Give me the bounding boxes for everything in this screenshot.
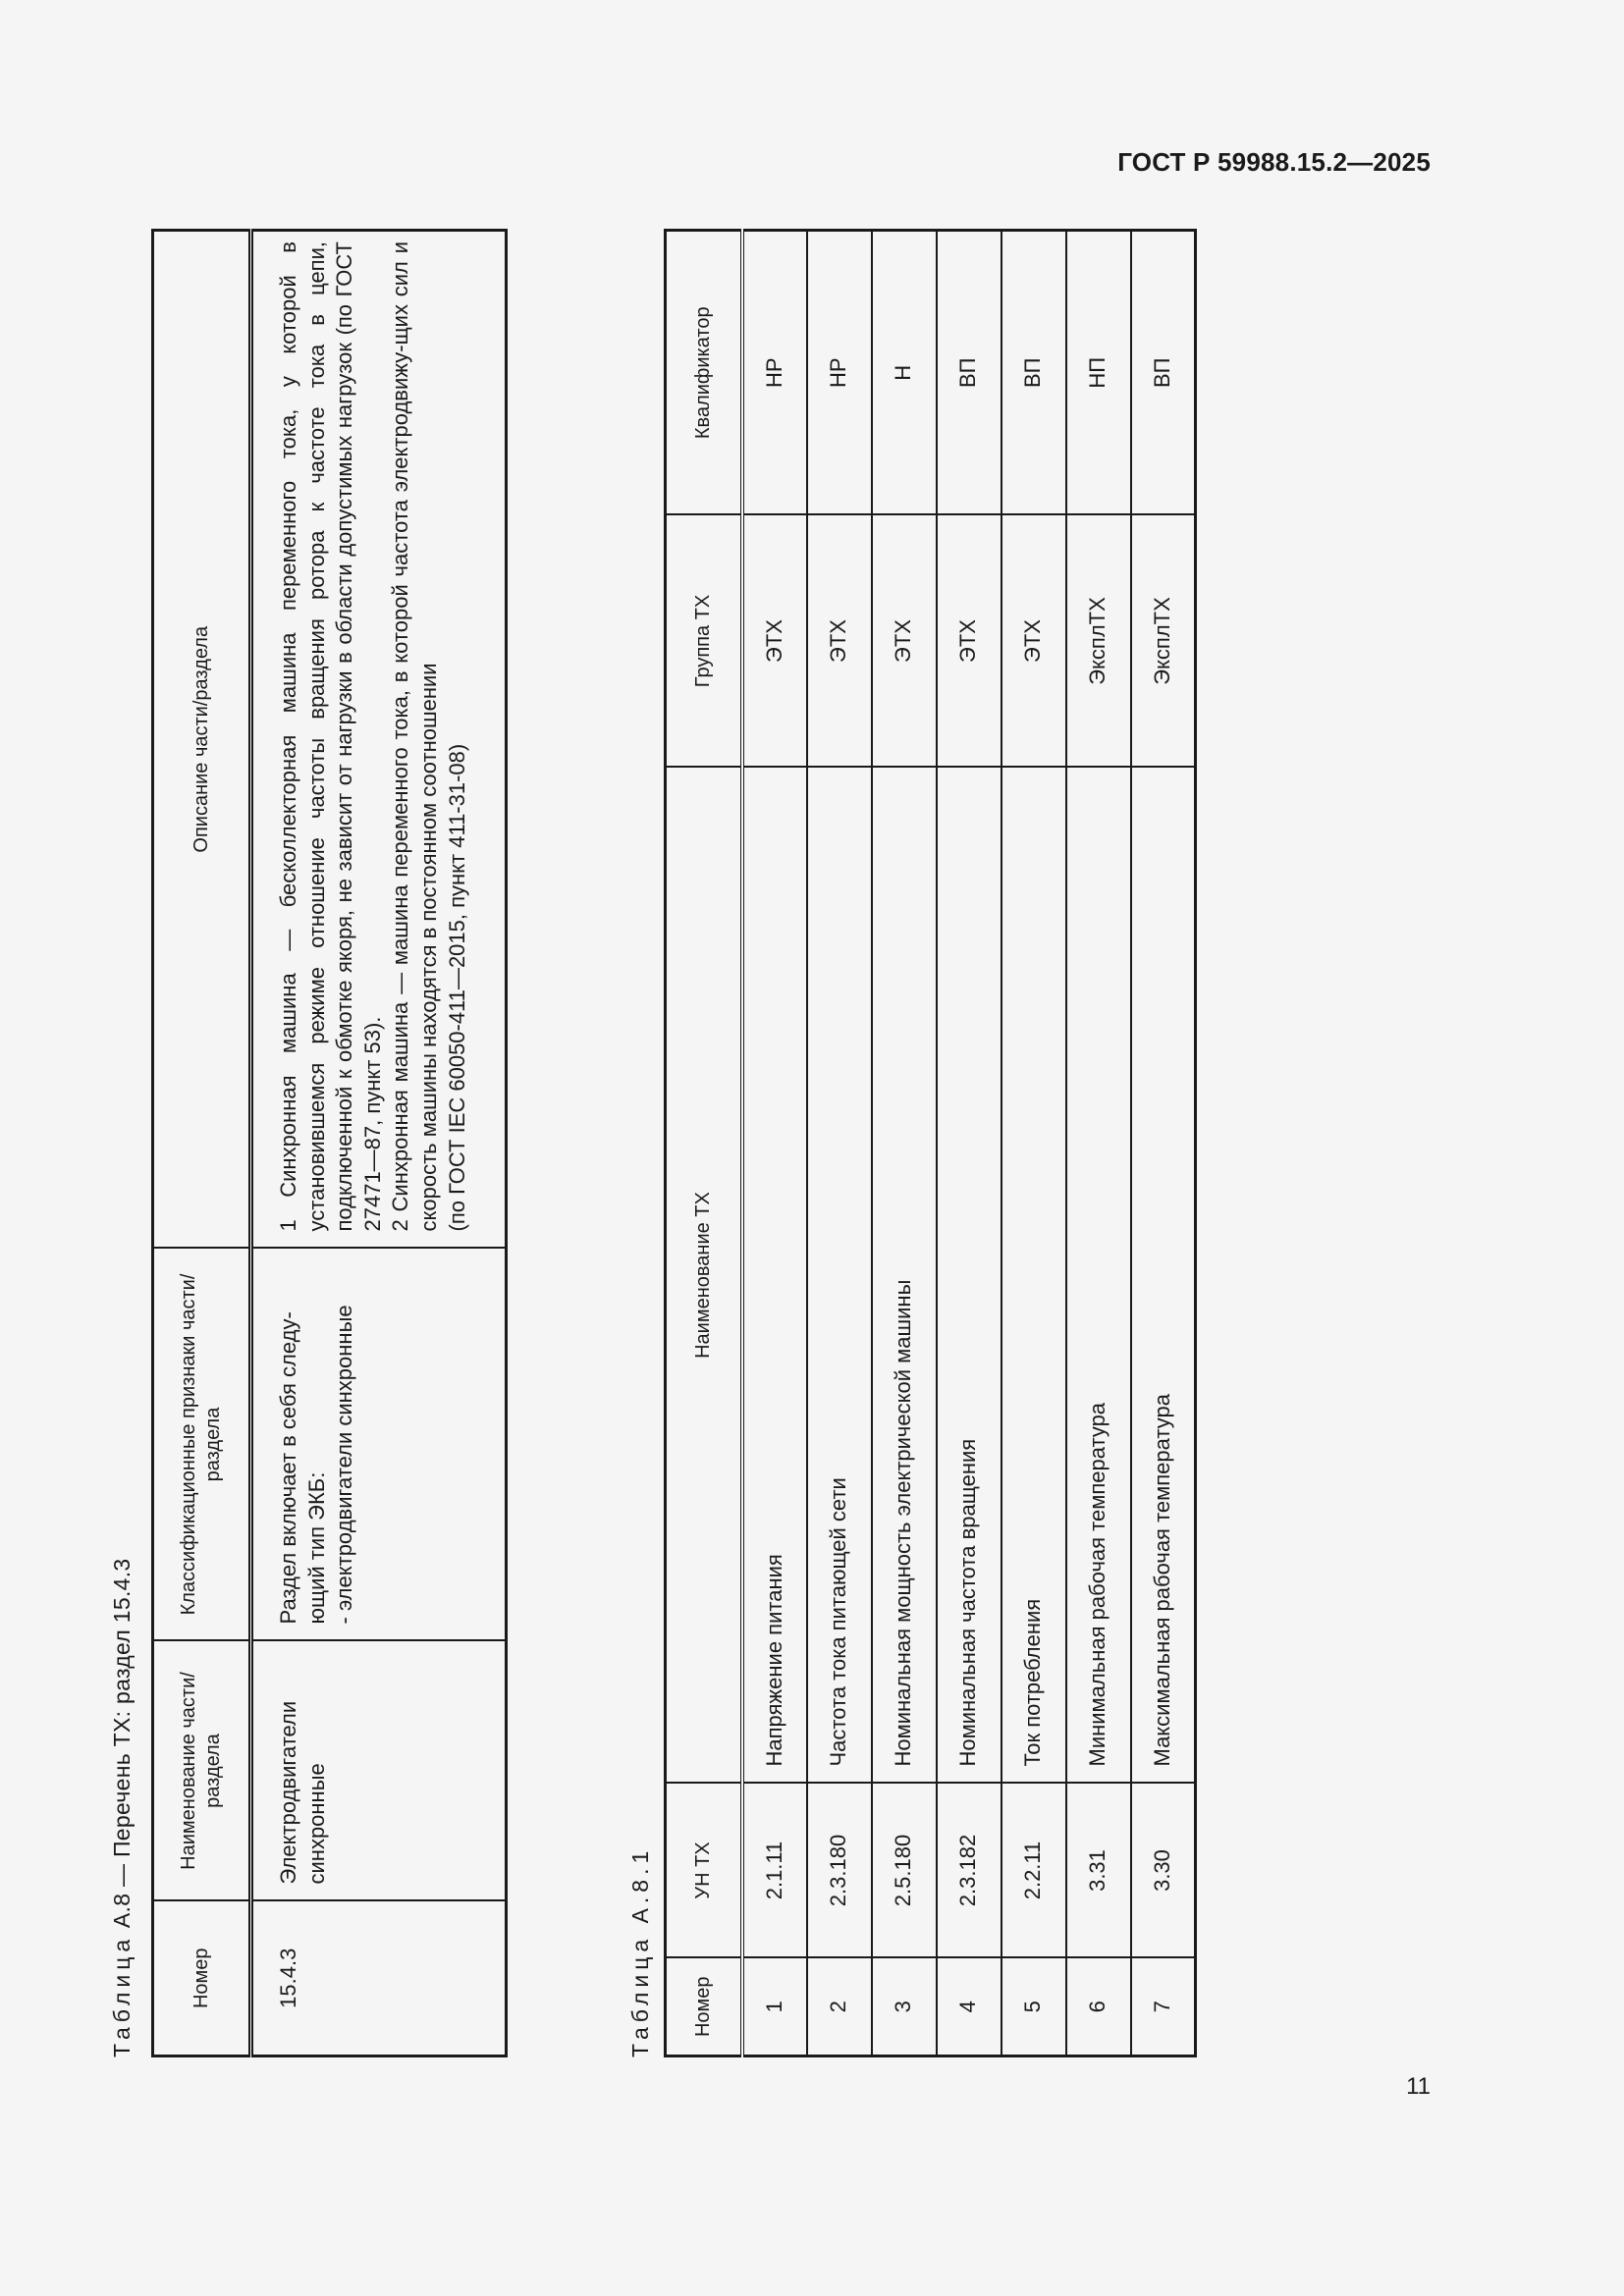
table-a8-caption-text: А.8 — Перечень ТХ: раздел 15.4.3 (109, 1558, 135, 1935)
cell-qualifier: ВП (1131, 231, 1196, 515)
table-a81-header-qualifier: Квалификатор (666, 231, 742, 515)
table-row (937, 231, 1001, 2056)
table-a8-caption-prefix: Таблица (109, 1934, 135, 2057)
table-a81-header-number: Номер (666, 1958, 742, 2056)
table-a8-cell-description (251, 231, 507, 1249)
table-row (1066, 231, 1131, 2056)
classification-line: Раздел включает в себя следу-ющий тип ЭКБ: (276, 1311, 329, 1625)
table-a81-header-row (666, 231, 742, 2056)
table-a8-cell-number: 15.4.3 (251, 1901, 507, 2056)
cell-number: 4 (937, 1958, 1001, 2056)
cell-number: 1 (742, 1958, 807, 2056)
table-row (872, 231, 937, 2056)
cell-name: Частота тока питающей сети (807, 768, 872, 1784)
cell-qualifier: НП (1066, 231, 1131, 515)
description-paragraph: 1 Синхронная машина — бесколлекторная машина переменного тока, у которой в установившемся режиме отношение частоты вращения ротора к частоте тока в цепи, подключенной к обмотке якоря, не зависит от нагрузки в области допустимых нагрузок (по ГОСТ 27471—87, пункт 53). (276, 241, 385, 1232)
page-number: 11 (1406, 2073, 1431, 2100)
cell-qualifier: Н (872, 231, 937, 515)
table-a8 (151, 229, 508, 2057)
table-a8-header-row (153, 231, 251, 2056)
description-paragraph: (по ГОСТ IEC 60050-411—2015, пункт 411-31-08) (444, 743, 469, 1232)
cell-number: 3 (872, 1958, 937, 2056)
cell-code: 3.31 (1066, 1784, 1131, 1958)
cell-group: ЭксплТХ (1066, 515, 1131, 768)
cell-code: 2.3.180 (807, 1784, 872, 1958)
cell-number: 7 (1131, 1958, 1196, 2056)
cell-group: ЭТХ (807, 515, 872, 768)
table-a8-cell-name: Электродвигатели синхронные (251, 1641, 507, 1901)
table-a8-block (108, 232, 520, 2057)
cell-code: 2.3.182 (937, 1784, 1001, 1958)
cell-group: ЭТХ (872, 515, 937, 768)
table-a8-caption (108, 232, 151, 2057)
cell-group: ЭТХ (937, 515, 1001, 768)
cell-qualifier: НР (807, 231, 872, 515)
description-paragraph: 2 Синхронная машина — машина переменного тока, в которой частота электродвижу-щих сил и скорость машины находятся в постоянном соотношении (388, 241, 441, 1232)
cell-name: Номинальная частота вращения (937, 768, 1001, 1784)
classification-line: - электродвигатели синхронные (332, 1305, 357, 1625)
cell-name: Минимальная рабочая температура (1066, 768, 1131, 1784)
table-a8-header-number: Номер (153, 1901, 251, 2056)
table-row (742, 231, 807, 2056)
table-a81-caption: Таблица А.8.1 (627, 1845, 653, 2057)
cell-number: 5 (1001, 1958, 1066, 2056)
cell-group: ЭТХ (1001, 515, 1066, 768)
cell-group: ЭксплТХ (1131, 515, 1196, 768)
table-row (1001, 231, 1066, 2056)
cell-number: 2 (807, 1958, 872, 2056)
table-row (251, 231, 507, 2056)
table-a81-header-name: Наименование ТХ (666, 768, 742, 1784)
table-a81-block (626, 232, 1196, 2057)
table-row (1131, 231, 1196, 2056)
table-a8-cell-classification (251, 1249, 507, 1641)
cell-number: 6 (1066, 1958, 1131, 2056)
table-a81 (664, 229, 1197, 2057)
table-a81-header-group: Группа ТХ (666, 515, 742, 768)
table-a8-header-description: Описание части/раздела (153, 231, 251, 1249)
cell-name: Номинальная мощность электрической машины (872, 768, 937, 1784)
cell-qualifier: ВП (1001, 231, 1066, 515)
cell-code: 2.5.180 (872, 1784, 937, 1958)
cell-name: Максимальная рабочая температура (1131, 768, 1196, 1784)
cell-code: 2.2.11 (1001, 1784, 1066, 1958)
cell-group: ЭТХ (742, 515, 807, 768)
cell-name: Напряжение питания (742, 768, 807, 1784)
cell-qualifier: НР (742, 231, 807, 515)
document-header-title: ГОСТ Р 59988.15.2—2025 (1117, 147, 1431, 177)
cell-name: Ток потребления (1001, 768, 1066, 1784)
table-a81-header-code: УН ТХ (666, 1784, 742, 1958)
table-a8-header-name: Наименование части/ раздела (153, 1641, 251, 1901)
table-a8-header-classification: Классификационные признаки части/раздела (153, 1249, 251, 1641)
cell-code: 3.30 (1131, 1784, 1196, 1958)
cell-qualifier: ВП (937, 231, 1001, 515)
cell-code: 2.1.11 (742, 1784, 807, 1958)
table-row (807, 231, 872, 2056)
